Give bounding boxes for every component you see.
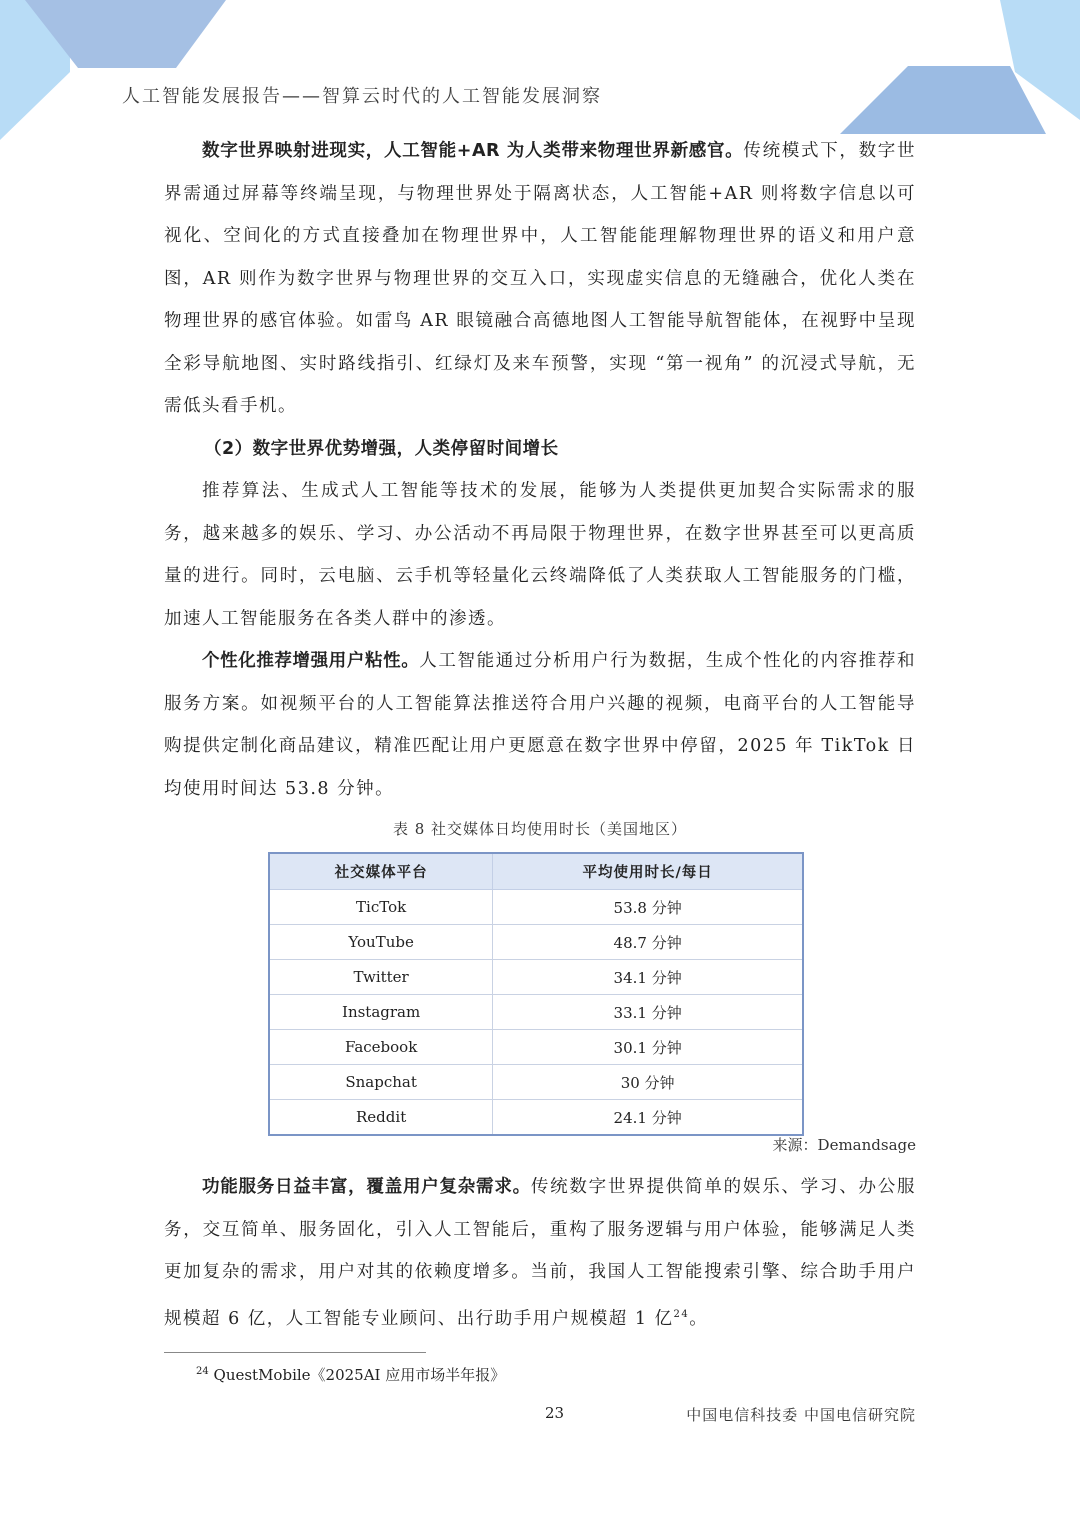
platform-cell: Reddit bbox=[269, 1100, 493, 1136]
duration-cell: 30.1 分钟 bbox=[493, 1030, 803, 1065]
body-lower bbox=[164, 1166, 916, 1340]
duration-cell: 24.1 分钟 bbox=[493, 1100, 803, 1136]
duration-cell: 33.1 分钟 bbox=[493, 995, 803, 1030]
footnote-ref[interactable]: 24 bbox=[673, 1308, 690, 1320]
footnote-text: QuestMobile《2025AI 应用市场半年报》 bbox=[213, 1366, 506, 1384]
page-header: 人工智能发展报告——智算云时代的人工智能发展洞察 bbox=[122, 86, 602, 107]
paragraph-services bbox=[164, 1166, 916, 1340]
page-number: 23 bbox=[545, 1404, 565, 1422]
paragraph-personalized bbox=[164, 640, 916, 810]
duration-cell: 53.8 分钟 bbox=[493, 890, 803, 925]
table-caption: 表 8 社交媒体日均使用时长（美国地区） bbox=[392, 820, 688, 838]
usage-table bbox=[268, 852, 804, 1136]
paragraph-services-lead: 功能服务日益丰富，覆盖用户复杂需求。 bbox=[202, 1177, 531, 1197]
column-header-duration: 平均使用时长/每日 bbox=[493, 853, 803, 890]
duration-cell: 48.7 分钟 bbox=[493, 925, 803, 960]
platform-cell: Instagram bbox=[269, 995, 493, 1030]
platform-cell: Twitter bbox=[269, 960, 493, 995]
table-row bbox=[269, 1030, 803, 1065]
duration-cell: 30 分钟 bbox=[493, 1065, 803, 1100]
table-source: 来源：Demandsage bbox=[772, 1136, 916, 1154]
publisher-footer: 中国电信科技委 中国电信研究院 bbox=[686, 1406, 916, 1424]
platform-cell: YouTube bbox=[269, 925, 493, 960]
footnote-number: 24 bbox=[196, 1366, 209, 1377]
paragraph-ar-lead: 数字世界映射进现实，人工智能+AR 为人类带来物理世界新感官。 bbox=[202, 141, 744, 161]
paragraph-personalized-lead: 个性化推荐增强用户粘性。 bbox=[202, 651, 420, 671]
table-header-row bbox=[269, 853, 803, 890]
table-row bbox=[269, 925, 803, 960]
platform-cell: Facebook bbox=[269, 1030, 493, 1065]
paragraph-advantage: 推荐算法、生成式人工智能等技术的发展，能够为人类提供更加契合实际需求的服务，越来越多的娱乐、学习、办公活动不再局限于物理世界，在数字世界甚至可以更高质量的进行。同时，云电脑、云手机等轻量化云终端降低了人类获取人工智能服务的门槛，加速人工智能服务在各类人群中的渗透。 bbox=[164, 481, 916, 629]
paragraph-ar-text: 传统模式下，数字世界需通过屏幕等终端呈现，与物理世界处于隔离状态，人工智能+AR 则将数字信息以可视化、空间化的方式直接叠加在物理世界中，人工智能能理解物理世界的语义和用户意图，AR 则作为数字世界与物理世界的交互入口，实现虚实信息的无缝融合，优化人类在物理世界的感官体验。如雷鸟 AR 眼镜融合高德地图人工智能导航智能体，在视野中呈现全彩导航地图、实时路线指引、红绿灯及来车预警，实现 “第一视角” 的沉浸式导航，无需低头看手机。 bbox=[164, 141, 916, 416]
paragraph-services-text: 传统数字世界提供简单的娱乐、学习、办公服务，交互简单、服务固化，引入人工智能后，重构了服务逻辑与用户体验，能够满足人类更加复杂的需求，用户对其的依赖度增多。当前，我国人工智能搜索引擎、综合助手用户规模超 6 亿，人工智能专业顾问、出行助手用户规模超 1 亿 bbox=[164, 1177, 917, 1329]
paragraph-personalized-text: 人工智能通过分析用户行为数据，生成个性化的内容推荐和服务方案。如视频平台的人工智能算法推送符合用户兴趣的视频，电商平台的人工智能导购提供定制化商品建议，精准匹配让用户更愿意在数字世界中停留，2025 年 TikTok 日均使用时间达 53.8 分钟。 bbox=[164, 651, 916, 799]
paragraph-services-end: 。 bbox=[689, 1308, 709, 1329]
platform-cell: Snapchat bbox=[269, 1065, 493, 1100]
table-row bbox=[269, 1100, 803, 1136]
top-right-decoration bbox=[840, 0, 1080, 140]
platform-cell: TicTok bbox=[269, 890, 493, 925]
table-row bbox=[269, 960, 803, 995]
duration-cell: 34.1 分钟 bbox=[493, 960, 803, 995]
table-row bbox=[269, 890, 803, 925]
column-header-platform: 社交媒体平台 bbox=[269, 853, 493, 890]
top-left-decoration bbox=[0, 0, 240, 140]
table-row bbox=[269, 1065, 803, 1100]
section-subheading: （2）数字世界优势增强，人类停留时间增长 bbox=[204, 438, 559, 459]
footnote-divider bbox=[164, 1352, 426, 1353]
footnote bbox=[196, 1364, 505, 1385]
body-upper bbox=[164, 130, 916, 810]
table-row bbox=[269, 995, 803, 1030]
paragraph-ar bbox=[164, 130, 916, 428]
